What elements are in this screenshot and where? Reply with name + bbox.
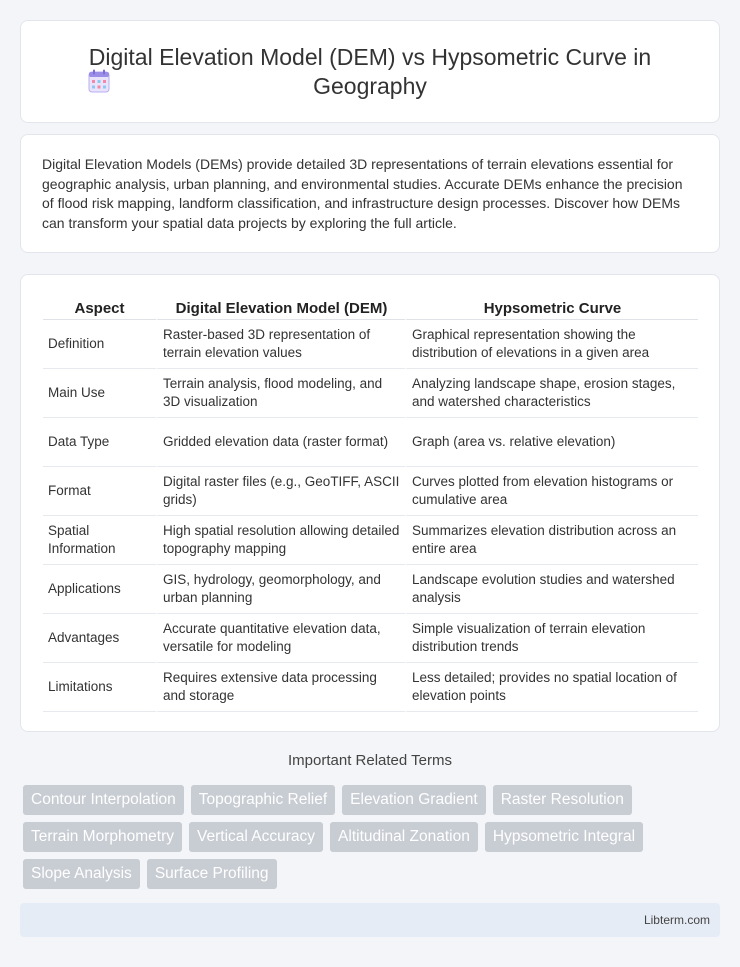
- table-header-row: [43, 295, 698, 320]
- cell-dem: Digital raster files (e.g., GeoTIFF, ASCII grids): [156, 467, 405, 516]
- cell-dem: Raster-based 3D representation of terrain elevation values: [156, 320, 405, 369]
- tag-elevation-gradient[interactable]: Elevation Gradient: [342, 785, 486, 815]
- cell-dem: GIS, hydrology, geomorphology, and urban planning: [156, 565, 405, 614]
- comparison-card: [20, 274, 720, 732]
- cell-dem: Requires extensive data processing and storage: [156, 663, 405, 712]
- tag-contour-interpolation[interactable]: Contour Interpolation: [23, 785, 184, 815]
- cell-aspect: Main Use: [43, 369, 156, 418]
- cell-dem: Gridded elevation data (raster format): [156, 418, 405, 467]
- cell-dem: Accurate quantitative elevation data, versatile for modeling: [156, 614, 405, 663]
- cell-aspect: Format: [43, 467, 156, 516]
- cell-hypsometric: Simple visualization of terrain elevation distribution trends: [405, 614, 698, 663]
- cell-hypsometric: Curves plotted from elevation histograms or cumulative area: [405, 467, 698, 516]
- page-title: Digital Elevation Model (DEM) vs Hypsometric Curve in Geography: [88, 43, 652, 99]
- footer-site-link[interactable]: Libterm.com: [643, 913, 710, 927]
- cell-hypsometric: Analyzing landscape shape, erosion stages, and watershed characteristics: [405, 369, 698, 418]
- footer: [20, 903, 720, 937]
- cell-dem: High spatial resolution allowing detailed topography mapping: [156, 516, 405, 565]
- tag-terrain-morphometry[interactable]: Terrain Morphometry: [23, 822, 182, 852]
- header-aspect: Aspect: [43, 295, 156, 320]
- cell-hypsometric: Graph (area vs. relative elevation): [405, 418, 698, 467]
- table-row: [43, 516, 698, 565]
- tag-surface-profiling[interactable]: Surface Profiling: [147, 859, 277, 889]
- table-row: [43, 467, 698, 516]
- table-row: [43, 418, 698, 467]
- table-row: [43, 565, 698, 614]
- cell-aspect: Limitations: [43, 663, 156, 712]
- cell-hypsometric: Graphical representation showing the distribution of elevations in a given area: [405, 320, 698, 369]
- calendar-grid-icon: [88, 69, 110, 93]
- related-tags: [23, 785, 703, 889]
- header-dem: Digital Elevation Model (DEM): [156, 295, 405, 320]
- cell-aspect: Data Type: [43, 418, 156, 467]
- tag-raster-resolution[interactable]: Raster Resolution: [493, 785, 632, 815]
- cell-aspect: Spatial Information: [43, 516, 156, 565]
- cell-dem: Terrain analysis, flood modeling, and 3D visualization: [156, 369, 405, 418]
- cell-aspect: Definition: [43, 320, 156, 369]
- tag-vertical-accuracy[interactable]: Vertical Accuracy: [189, 822, 323, 852]
- comparison-table: [43, 295, 698, 712]
- cell-hypsometric: Landscape evolution studies and watershed analysis: [405, 565, 698, 614]
- table-row: [43, 663, 698, 712]
- table-row: [43, 614, 698, 663]
- intro-paragraph: Digital Elevation Models (DEMs) provide detailed 3D representations of terrain elevations essential for geographic analysis, urban planning, and environmental studies. Accurate DEMs enhance the precision of flood risk mapping, landform classification, and infrastructure design processes. Discover how DEMs can transform your spatial data projects by exploring the full article.: [42, 156, 683, 231]
- tag-hypsometric-integral[interactable]: Hypsometric Integral: [485, 822, 643, 852]
- header-hypsometric: Hypsometric Curve: [405, 295, 698, 320]
- tag-altitudinal-zonation[interactable]: Altitudinal Zonation: [330, 822, 478, 852]
- cell-aspect: Advantages: [43, 614, 156, 663]
- cell-aspect: Applications: [43, 565, 156, 614]
- related-terms-section: [20, 752, 720, 783]
- intro-card: [20, 134, 720, 253]
- cell-hypsometric: Less detailed; provides no spatial location of elevation points: [405, 663, 698, 712]
- tag-slope-analysis[interactable]: Slope Analysis: [23, 859, 140, 889]
- title-wrap: [50, 43, 690, 101]
- title-card: [20, 20, 720, 123]
- related-terms-title: Important Related Terms: [288, 752, 452, 769]
- table-row: [43, 320, 698, 369]
- tag-topographic-relief[interactable]: Topographic Relief: [191, 785, 335, 815]
- cell-hypsometric: Summarizes elevation distribution across an entire area: [405, 516, 698, 565]
- table-row: [43, 369, 698, 418]
